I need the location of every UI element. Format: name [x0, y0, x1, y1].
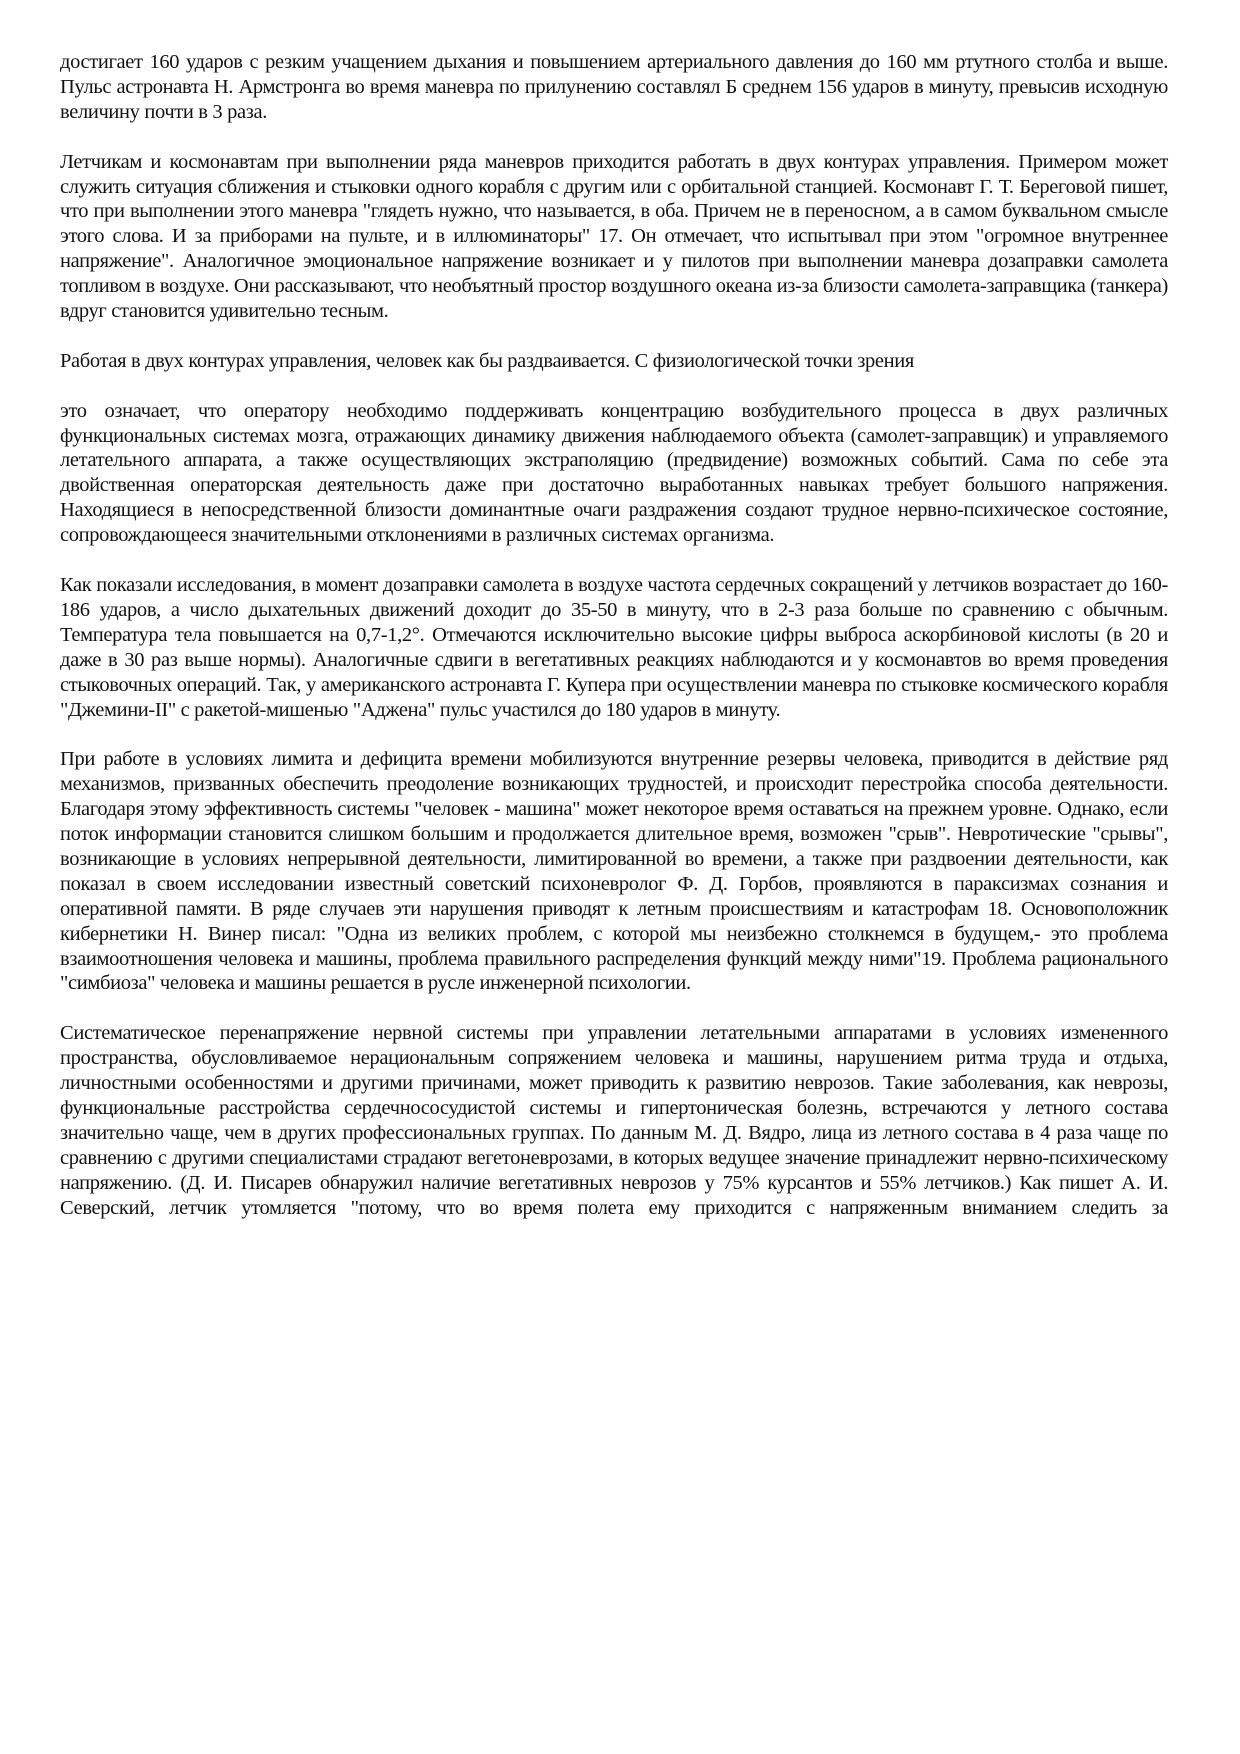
paragraph-physiology: это означает, что оператору необходимо поддерживать концентрацию возбудительного процесса в двух различных функциональных системах мозга, отражающих динамику движения наблюдаемого объекта (самолет-заправщик) и управляемого летательного аппарата, а также осуществляющих экстраполяцию (предвидение) возможных событий. Сама по себе эта двойственная операторская деятельность даже при достаточно выработанных навыках требует большого напряжения. Находящиеся в непосредственной близости доминантные очаги раздражения создают трудное нервно-психическое состояние, сопровождающееся значительными отклонениями в различных системах организма. — [60, 399, 1168, 547]
paragraph-time-deficit: При работе в условиях лимита и дефицита времени мобилизуются внутренние резервы человека, приводится в действие ряд механизмов, призванных обеспечить преодоление возникающих трудностей, и происходит перестройка способа деятельности. Благодаря этому эффективность системы "человек - машина" может некоторое время оставаться на прежнем уровне. Однако, если поток информации становится слишком большим и продолжается длительное время, возможен "срыв". Невротические "срывы", возникающие в условиях непрерывной деятельности, лимитированной во времени, а также при раздвоении деятельности, как показал в своем исследовании известный советский психоневролог Ф. Д. Горбов, проявляются в параксизмах сознания и оперативной памяти. В ряде случаев эти нарушения приводят к летным происшествиям и катастрофам 18. Основоположник кибернетики Н. Винер писал: "Одна из великих проблем, с которой мы неизбежно столкнемся в будущем,- это проблема взаимоотношения человека и машины, проблема правильного распределения функций между ними"19. Проблема рационального "симбиоза" человека и машины решается в русле инженерной психологии. — [60, 748, 1168, 995]
paragraph-split-operator: Работая в двух контурах управления, человек как бы раздваивается. С физиологической точки зрения — [60, 349, 914, 372]
paragraph-two-control-loops: Летчикам и космонавтам при выполнении ряда маневров приходится работать в двух контурах управления. Примером может служить ситуация сближения и стыковки одного корабля с другим или с орбитальной станцией. Космонавт Г. Т. Береговой пишет, что при выполнении этого маневра "глядеть нужно, что называется, в оба. Причем не в переносном, а в самом буквальном смысле этого слова. И за приборами на пульте, и в иллюминаторы" 17. Он отмечает, что испытывал при этом "огромное внутреннее напряжение". Аналогичное эмоциональное напряжение возникает и у пилотов при выполнении маневра дозаправки самолета топливом в воздухе. Они рассказывают, что необъятный простор воздушного океана из-за близости самолета-заправщика (танкера) вдруг становится удивительно тесным. — [60, 150, 1168, 323]
paragraph-neuroses: Систематическое перенапряжение нервной системы при управлении летательными аппаратами в условиях измененного пространства, обусловливаемое нерациональным сопряжением человека и машины, нарушением ритма труда и отдыха, личностными особенностями и другими причинами, может приводить к развитию неврозов. Такие заболевания, как неврозы, функциональные расстройства сердечнососудистой системы и гипертоническая болезнь, встречаются у летного состава значительно чаще, чем в других профессиональных группах. По данным М. Д. Вядро, лица из летного состава в 4 раза чаще по сравнению с другими специалистами страдают вегетоневрозами, в которых ведущее значение принадлежит нервно-психическому напряжению. (Д. И. Писарев обнаружил наличие вегетативных неврозов у 75% курсантов и 55% летчиков.) Как пишет А. И. Северский, летчик утомляется "потому, что во время полета ему приходится с напряженным вниманием следить за — [60, 1022, 1168, 1219]
paragraph-pulse-armstrong: достигает 160 ударов с резким учащением дыхания и повышением артериального давления до 160 мм ртутного столба и выше. Пульс астронавта Н. Армстронга во время маневра по прилунению составлял Б среднем 156 ударов в минуту, превысив исходную величину почти в 3 раза. — [60, 51, 1168, 123]
document-page — [60, 50, 1168, 1221]
paragraph-refueling-research: Как показали исследования, в момент дозаправки самолета в воздухе частота сердечных сокращений у летчиков возрастает до 160-186 ударов, а число дыхательных движений доходит до 35-50 в минуту, что в 2-3 раза больше по сравнению с обычным. Температура тела повышается на 0,7-1,2°. Отмечаются исключительно высокие цифры выброса аскорбиновой кислоты (в 20 и даже в 30 раз выше нормы). Аналогичные сдвиги в вегетативных реакциях наблюдаются и у космонавтов во время проведения стыковочных операций. Так, у американского астронавта Г. Купера при осуществлении маневра по стыковке космического корабля "Джемини-II" с ракетой-мишенью "Аджена" пульс участился до 180 ударов в минуту. — [60, 573, 1168, 721]
